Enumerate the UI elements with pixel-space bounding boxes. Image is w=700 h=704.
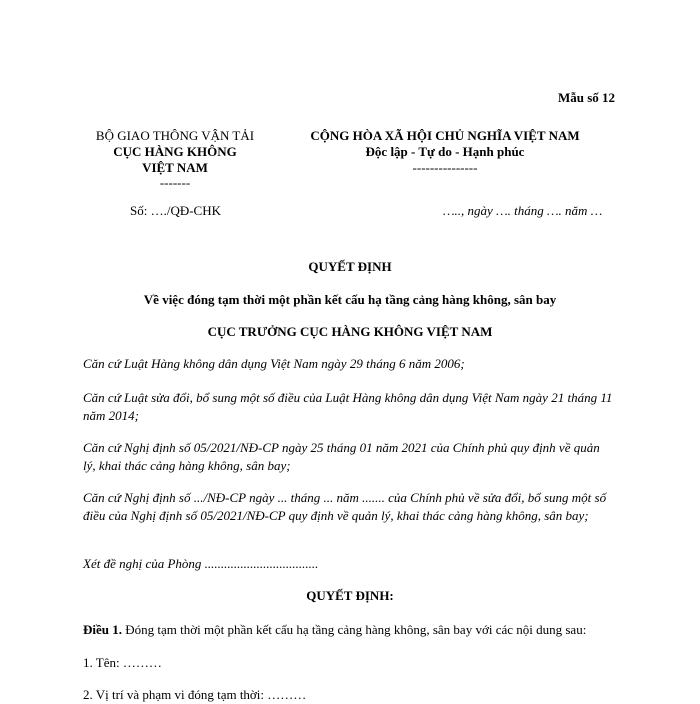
document-number: Số: …./QĐ-CHK <box>130 203 222 218</box>
article-1-text: Đóng tạm thời một phần kết cấu hạ tầng cảng hàng không, sân bay với các nội dung sau: <box>122 622 587 637</box>
right-divider: --------------- <box>412 160 478 175</box>
article-1-label: Điều 1. <box>83 622 122 637</box>
left-divider: ------- <box>159 175 191 190</box>
left-header <box>85 128 265 190</box>
legal-basis-2: Căn cứ Luật sửa đổi, bổ sung một số điều của Luật Hàng không dân dụng Việt Nam ngày 21 tháng 11 năm 2014; <box>83 390 613 423</box>
decision-heading: QUYẾT ĐỊNH: <box>306 588 394 603</box>
document-title: QUYẾT ĐỊNH <box>308 259 392 274</box>
item-2-location: 2. Vị trí và phạm vi đóng tạm thời: ……… <box>83 687 307 702</box>
document-subject: Về việc đóng tạm thời một phần kết cấu hạ tầng cảng hàng không, sân bay <box>143 292 557 307</box>
issuing-authority: CỤC TRƯỞNG CỤC HÀNG KHÔNG VIỆT NAM <box>207 324 493 339</box>
article-1 <box>83 621 643 639</box>
right-header <box>290 128 600 176</box>
date-line: ….., ngày …. tháng …. năm … <box>443 203 603 218</box>
ministry-name: BỘ GIAO THÔNG VẬN TẢI <box>95 128 255 143</box>
country-name: CỘNG HÒA XÃ HỘI CHỦ NGHĨA VIỆT NAM <box>310 128 580 143</box>
legal-basis-4: Căn cứ Nghị định số .../NĐ-CP ngày ... tháng ... năm ....... của Chính phủ về sửa đổi, bổ sung một số điều của Nghị định số 05/2021/NĐ-CP quy định về quản lý, khai thác cảng hàng không, sân bay; <box>83 490 607 523</box>
legal-basis-1: Căn cứ Luật Hàng không dân dụng Việt Nam ngày 29 tháng 6 năm 2006; <box>83 356 465 371</box>
agency-name-line2: VIỆT NAM <box>142 160 208 175</box>
form-number: Mẫu số 12 <box>558 90 616 105</box>
proposal-line: Xét đề nghị của Phòng ................................... <box>83 556 319 571</box>
agency-name-line1: CỤC HÀNG KHÔNG <box>113 144 237 159</box>
item-1-name: 1. Tên: ……… <box>83 655 162 670</box>
legal-basis-3: Căn cứ Nghị định số 05/2021/NĐ-CP ngày 25 tháng 01 năm 2021 của Chính phủ quy định về quản lý, khai thác cảng hàng không, sân bay; <box>83 440 600 473</box>
national-motto: Độc lập - Tự do - Hạnh phúc <box>365 144 525 159</box>
